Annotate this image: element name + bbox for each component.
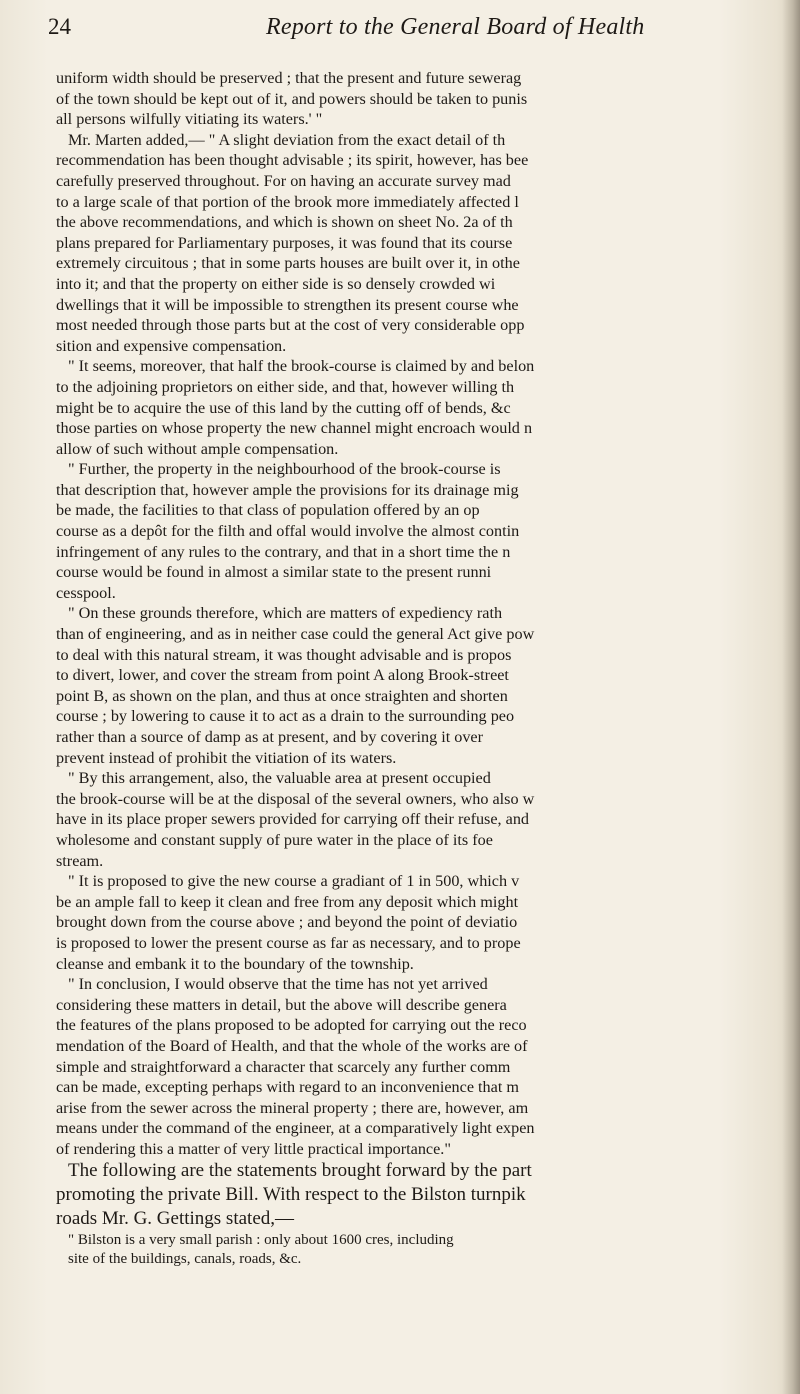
text-line: to the adjoining proprietors on either side, and that, however willing th	[56, 377, 515, 396]
text-line: that description that, however ample the provisions for its drainage mig	[56, 480, 519, 499]
text-line: arise from the sewer across the mineral property ; there are, however, am	[56, 1098, 529, 1117]
text-line: prevent instead of prohibit the vitiation of its waters.	[56, 748, 397, 767]
closing-line: roads Mr. G. Gettings stated,—	[56, 1208, 295, 1230]
text-line: to a large scale of that portion of the brook more immediately affected l	[56, 192, 519, 211]
text-line: stream.	[56, 851, 104, 870]
text-line: means under the command of the engineer, at a comparatively light expen	[56, 1119, 535, 1138]
text-line: course would be found in almost a similar state to the present runni	[56, 563, 492, 582]
text-line: recommendation has been thought advisable ; its spirit, however, has bee	[56, 151, 529, 170]
text-line: of the town should be kept out of it, and powers should be taken to punis	[56, 89, 528, 108]
text-line: than of engineering, and as in neither case could the general Act give pow	[56, 625, 535, 644]
text-line: infringement of any rules to the contrary, and that in a short time the n	[56, 542, 511, 561]
text-line: to divert, lower, and cover the stream from point A along Brook-street	[56, 666, 509, 685]
text-line: Mr. Marten added,— " A slight deviation from the exact detail of th	[68, 130, 506, 149]
closing-line: The following are the statements brought forward by the part	[68, 1160, 532, 1182]
body-text	[56, 68, 790, 1269]
running-title: Report to the General Board of Health	[266, 14, 645, 40]
text-line: most needed through those parts but at the cost of very considerable opp	[56, 316, 525, 335]
text-line: all persons wilfully vitiating its waters.' "	[56, 110, 323, 129]
text-line: to deal with this natural stream, it was thought advisable and is propos	[56, 645, 512, 664]
text-line: cesspool.	[56, 583, 116, 602]
text-line: cleanse and embank it to the boundary of the township.	[56, 954, 414, 973]
text-line: course as a depôt for the filth and offal would involve the almost contin	[56, 522, 520, 541]
text-line: " It seems, moreover, that half the brook-course is claimed by and belon	[68, 357, 535, 376]
text-line: might be to acquire the use of this land by the cutting off of bends, &c	[56, 398, 511, 417]
text-line: point B, as shown on the plan, and thus at once straighten and shorten	[56, 686, 508, 705]
closing-line: promoting the private Bill. With respect to the Bilston turnpik	[56, 1184, 526, 1206]
text-line: have in its place proper sewers provided for carrying off their refuse, and	[56, 810, 530, 829]
text-line: into it; and that the property on either side is so densely crowded wi	[56, 274, 496, 293]
page-binding-shadow	[782, 0, 800, 1394]
footnote-line: site of the buildings, canals, roads, &c.	[68, 1251, 302, 1268]
text-line: plans prepared for Parliamentary purposes, it was found that its course	[56, 233, 513, 252]
text-line: extremely circuitous ; that in some parts houses are built over it, in othe	[56, 254, 520, 273]
text-line: of rendering this a matter of very little practical importance."	[56, 1139, 451, 1158]
text-line: the above recommendations, and which is shown on sheet No. 2a of th	[56, 213, 513, 232]
text-line: the brook-course will be at the disposal of the several owners, who also w	[56, 789, 535, 808]
text-line: " It is proposed to give the new course a gradiant of 1 in 500, which v	[68, 872, 520, 891]
text-line: simple and straightforward a character that scarcely any further comm	[56, 1057, 511, 1076]
footnote-line: " Bilston is a very small parish : only about 1600 cres, including	[68, 1232, 454, 1249]
text-line: course ; by lowering to cause it to act as a drain to the surrounding peo	[56, 707, 515, 726]
text-line: considering these matters in detail, but the above will describe genera	[56, 995, 507, 1014]
text-line: mendation of the Board of Health, and that the whole of the works are of	[56, 1036, 528, 1055]
text-line: be made, the facilities to that class of population offered by an op	[56, 501, 480, 520]
text-line: the features of the plans proposed to be adopted for carrying out the reco	[56, 1016, 527, 1035]
text-line: is proposed to lower the present course as far as necessary, and to prope	[56, 933, 521, 952]
page-number: 24	[48, 14, 71, 39]
text-line: allow of such without ample compensation.	[56, 439, 339, 458]
text-line: can be made, excepting perhaps with regard to an inconvenience that m	[56, 1078, 519, 1097]
text-line: those parties on whose property the new channel might encroach would n	[56, 419, 533, 438]
text-line: " Further, the property in the neighbourhood of the brook-course is	[68, 460, 501, 479]
text-line: rather than a source of damp as at present, and by covering it over	[56, 728, 484, 746]
page-header	[48, 10, 768, 50]
text-line: " On these grounds therefore, which are matters of expediency rath	[68, 604, 503, 623]
text-line: " By this arrangement, also, the valuable area at present occupied	[68, 769, 491, 788]
text-line: " In conclusion, I would observe that the time has not yet arrived	[68, 975, 488, 994]
text-line: dwellings that it will be impossible to strengthen its present course whe	[56, 295, 519, 314]
text-line: be an ample fall to keep it clean and free from any deposit which might	[56, 892, 519, 911]
text-line: uniform width should be preserved ; that the present and future sewerag	[56, 69, 522, 87]
text-line: carefully preserved throughout. For on having an accurate survey mad	[56, 171, 511, 190]
text-line: sition and expensive compensation.	[56, 336, 287, 355]
text-line: wholesome and constant supply of pure water in the place of its foe	[56, 830, 493, 849]
text-line: brought down from the course above ; and beyond the point of deviatio	[56, 913, 518, 932]
